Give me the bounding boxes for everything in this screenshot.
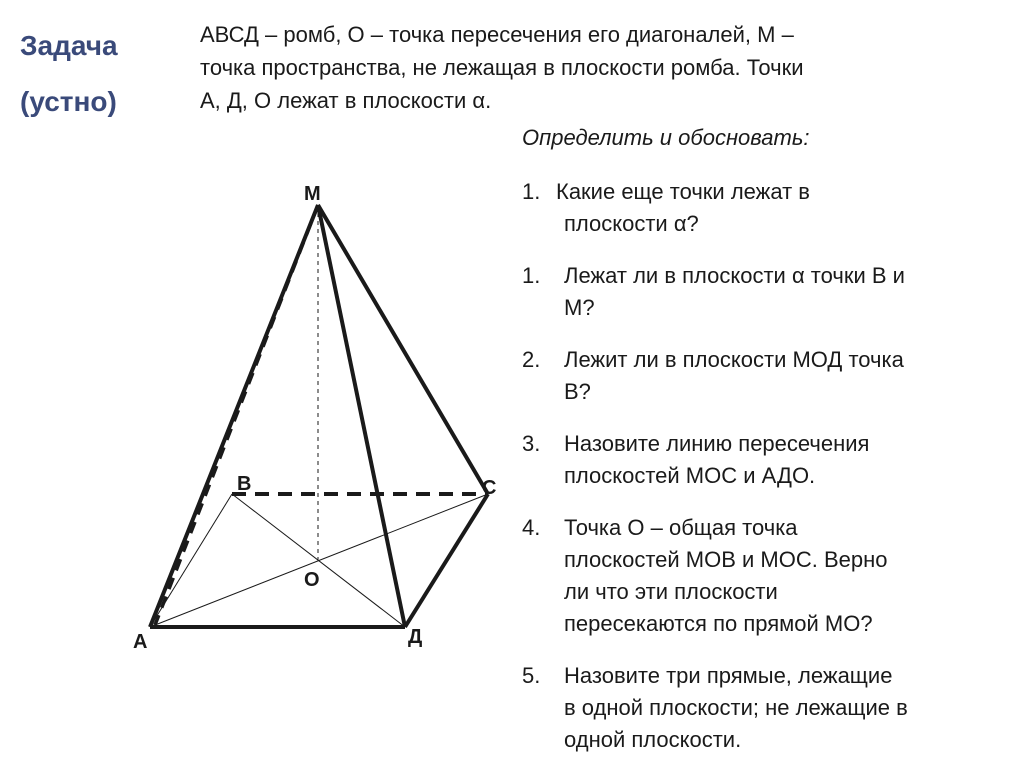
question-line: Какие еще точки лежат в [556, 179, 810, 204]
label-O: О [304, 569, 320, 591]
question-number: 1. [522, 263, 541, 288]
question-number: 4. [522, 515, 541, 540]
edge-DC [405, 494, 488, 627]
problem-line-3: А, Д, О лежат в плоскости α. [200, 88, 492, 113]
label-D: Д [408, 626, 423, 648]
problem-line-2: точка пространства, не лежащая в плоскости ромба. Точки [200, 55, 804, 80]
question-line: пересекаются по прямой МО? [564, 611, 873, 636]
question-line: М? [564, 295, 595, 320]
question-number: 2. [522, 347, 541, 372]
question-number: 5. [522, 663, 541, 688]
diagonal-BD [232, 494, 405, 627]
question-line: одной плоскости. [564, 727, 742, 752]
problem-line-1: АВСД – ромб, О – точка пересечения его диагоналей, М – [200, 22, 794, 47]
edge-MD [318, 205, 405, 627]
edge-MC [318, 205, 488, 494]
label-M: М [304, 183, 321, 205]
question-line: В? [564, 379, 591, 404]
question-line: в одной плоскости; не лежащие в [564, 695, 908, 720]
title-line-task: Задача [20, 30, 118, 61]
question-line: Назовите линию пересечения [564, 431, 870, 456]
question-line: Точка О – общая точка [564, 515, 798, 540]
question-line: Назовите три прямые, лежащие [564, 663, 893, 688]
question-line: Лежит ли в плоскости МОД точка [564, 347, 904, 372]
question-line: ли что эти плоскости [564, 579, 778, 604]
label-A: А [133, 631, 148, 653]
question-number: 3. [522, 431, 541, 456]
edge-MB-hidden [155, 205, 318, 625]
title-line-oral: (устно) [20, 86, 117, 117]
question-line: плоскости α? [564, 211, 699, 236]
label-B: В [237, 473, 252, 495]
label-C: С [482, 477, 497, 499]
question-line: плоскостей МОВ и МОС. Верно [564, 547, 888, 572]
question-line: Лежат ли в плоскости α точки В и [564, 263, 905, 288]
question-number: 1. [522, 179, 541, 204]
task-heading: Определить и обосновать: [522, 125, 810, 150]
question-line: плоскостей МОС и АДО. [564, 463, 816, 488]
